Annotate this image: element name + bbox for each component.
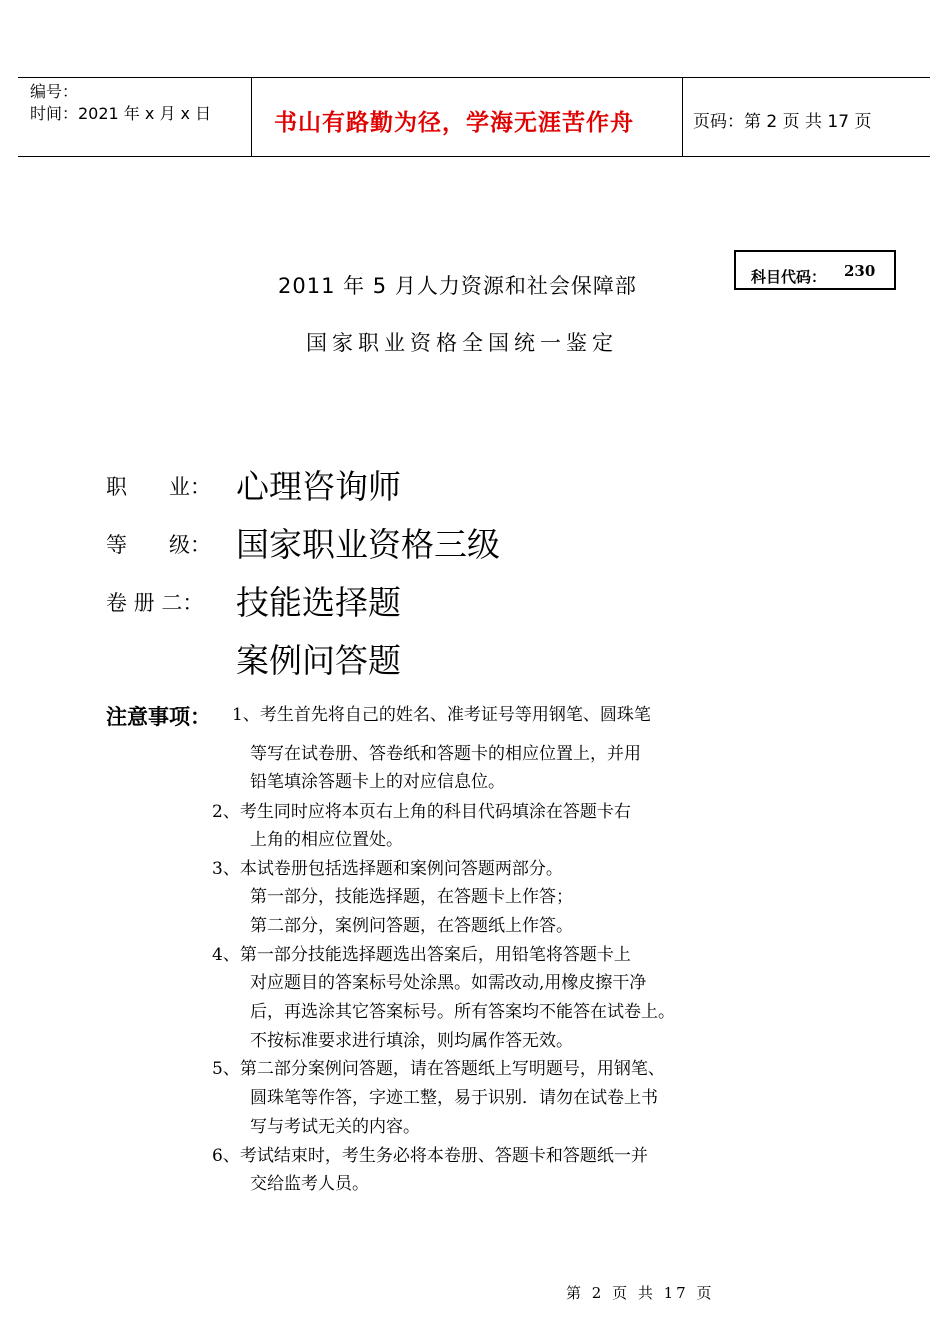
field-occupation-value: 心理咨询师 — [236, 467, 401, 506]
subject-code-value: 230 — [844, 262, 876, 280]
exam-title-line2: 国家职业资格全国统一鉴定 — [306, 331, 618, 355]
header-divider-right — [682, 77, 683, 157]
note-line: 交给监考人员。 — [250, 1174, 369, 1194]
header-bottom-rule — [18, 156, 930, 157]
field-level-value: 国家职业资格三级 — [236, 525, 500, 564]
field-volume-label: 卷 册 二： — [106, 591, 204, 615]
header-number-label: 编号： — [30, 82, 79, 101]
header-divider-left — [251, 77, 252, 157]
footer-page-number: 第 2 页 共 17 页 — [566, 1284, 715, 1302]
field-occupation-label: 职 业： — [106, 475, 211, 499]
note-line: 不按标准要求进行填涂，则均属作答无效。 — [250, 1031, 573, 1051]
header-motto: 书山有路勤为径，学海无涯苦作舟 — [274, 110, 634, 136]
subject-code-label: 科目代码： — [751, 268, 827, 286]
note-line: 1、考生首先将自己的姓名、准考证号等用钢笔、圆珠笔 — [232, 705, 651, 725]
header-top-rule — [18, 77, 930, 78]
note-line: 写与考试无关的内容。 — [250, 1117, 420, 1137]
note-line: 铅笔填涂答题卡上的对应信息位。 — [250, 772, 505, 792]
note-line: 上角的相应位置处。 — [250, 830, 403, 850]
note-line: 圆珠笔等作答，字迹工整，易于识别．请勿在试卷上书 — [250, 1088, 658, 1108]
note-line: 4、第一部分技能选择题选出答案后，用铅笔将答题卡上 — [212, 945, 631, 965]
note-line: 6、考试结束时，考生务必将本卷册、答题卡和答题纸一并 — [212, 1146, 648, 1166]
note-line: 后，再选涂其它答案标号。所有答案均不能答在试卷上。 — [250, 1002, 675, 1022]
notes-label: 注意事项： — [106, 705, 211, 729]
subject-code-box — [734, 250, 896, 290]
exam-title-line1: 2011 年 5 月人力资源和社会保障部 — [278, 274, 637, 298]
note-line: 对应题目的答案标号处涂黑。如需改动,用橡皮擦干净 — [250, 973, 647, 993]
field-volume-value: 技能选择题 — [236, 583, 401, 622]
note-line: 2、考生同时应将本页右上角的科目代码填涂在答题卡右 — [212, 802, 631, 822]
header-time-label: 时间：2021 年 x 月 x 日 — [30, 104, 212, 123]
field-level-label: 等 级： — [106, 533, 211, 557]
note-line: 第一部分，技能选择题，在答题卡上作答； — [250, 887, 573, 907]
note-line: 等写在试卷册、答卷纸和答题卡的相应位置上，并用 — [250, 744, 641, 764]
note-line: 第二部分，案例问答题，在答题纸上作答。 — [250, 916, 573, 936]
note-line: 5、第二部分案例问答题，请在答题纸上写明题号，用钢笔、 — [212, 1059, 665, 1079]
field-volume-value-2: 案例问答题 — [236, 641, 401, 680]
note-line: 3、本试卷册包括选择题和案例问答题两部分。 — [212, 859, 563, 879]
header-page-info: 页码：第 2 页 共 17 页 — [693, 112, 872, 132]
